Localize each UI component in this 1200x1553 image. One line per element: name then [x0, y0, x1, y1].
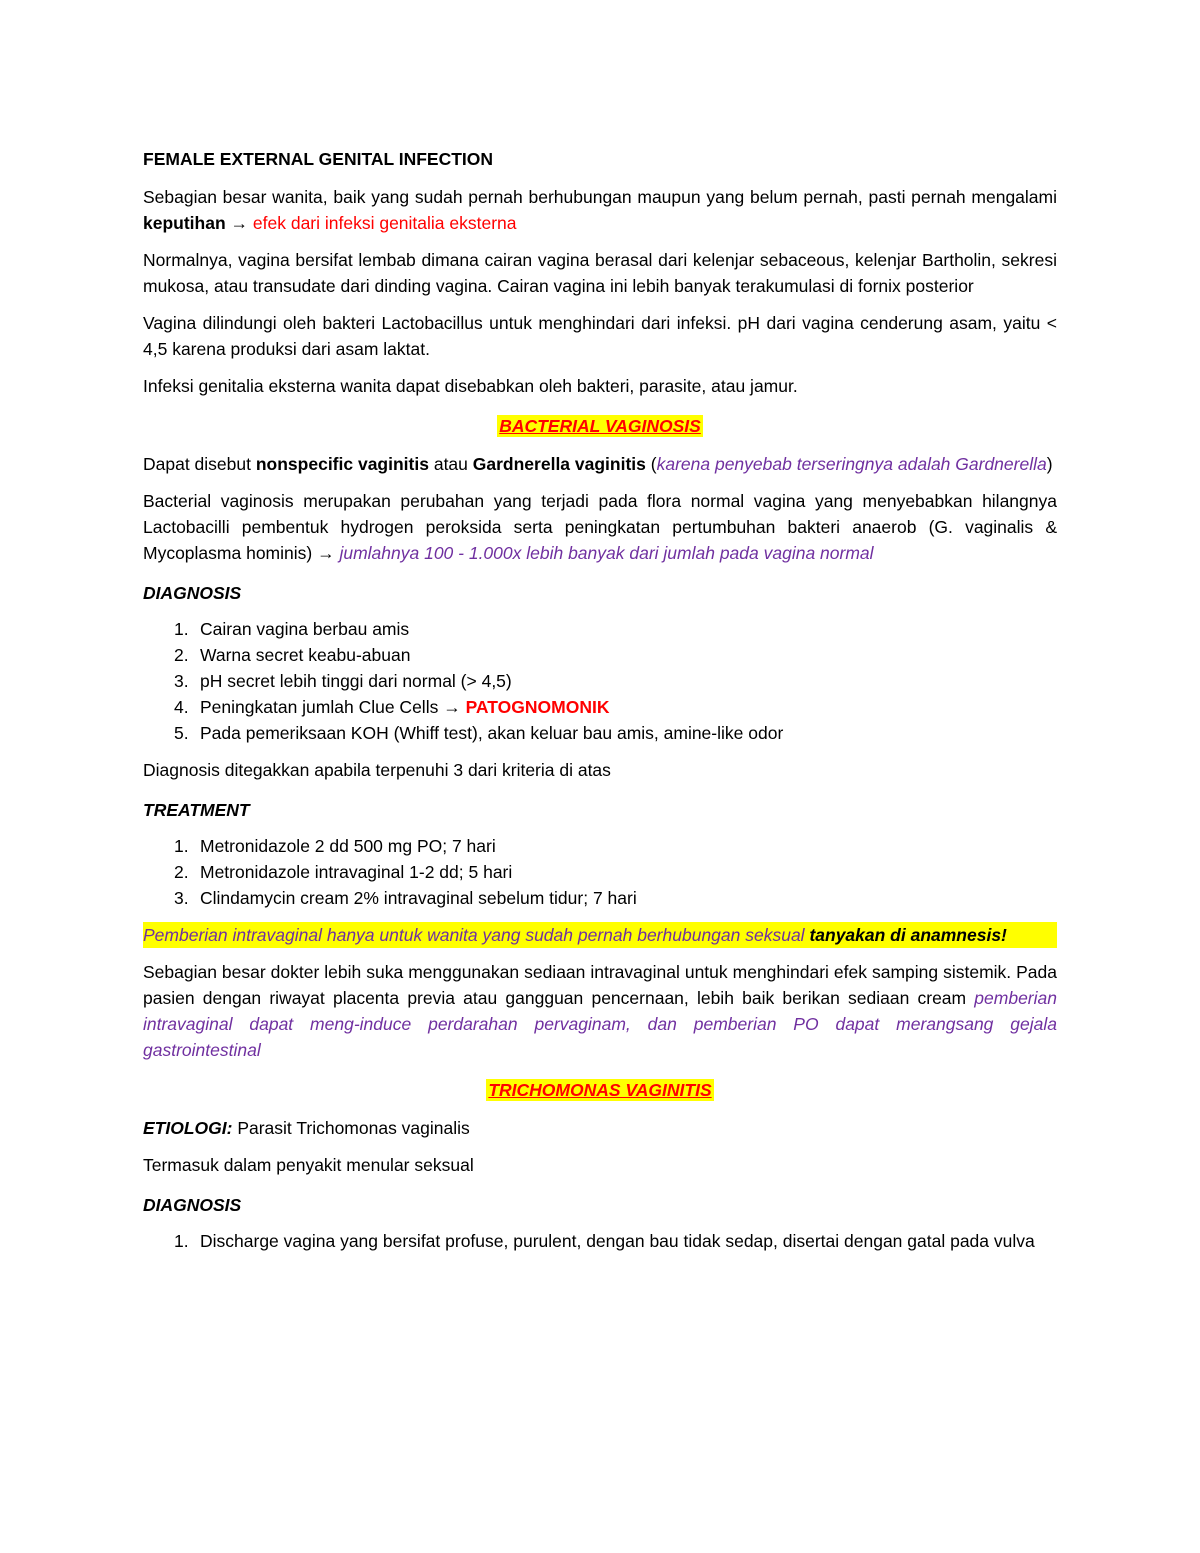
tv-diagnosis-heading: DIAGNOSIS [143, 1195, 242, 1215]
bv-intro-paragraph [143, 451, 1057, 477]
bv-term-nonspecific: nonspecific vaginitis [255, 454, 429, 474]
bv-treatment-list [143, 833, 1057, 911]
causes-paragraph: Infeksi genitalia eksterna wanita dapat disebabkan oleh bakteri, parasite, atau jamur. [143, 376, 798, 396]
bv-description-paragraph [143, 488, 1057, 566]
bv-term-gardnerella: Gardnerella vaginitis [472, 454, 646, 474]
normal-vagina-paragraph: Normalnya, vagina bersifat lembab dimana cairan vagina berasal dari kelenjar sebaceous, kelenjar Bartholin, sekresi mukosa, atau transudate dari dinding vagina. Cairan vagina ini lebih banyak terakumulasi di fornix posterior [143, 250, 1057, 296]
bv-closing-text: Sebagian besar dokter lebih suka menggunakan sediaan intravaginal untuk menghindari efek samping sistemik. Pada pasien dengan riwayat placenta previa atau gangguan pencernaan, lebih baik berikan sediaan cream [143, 962, 1057, 1008]
list-number: 5. [174, 723, 189, 743]
list-text: Metronidazole intravaginal 1-2 dd; 5 hari [200, 862, 513, 882]
intravaginal-highlight-note [143, 922, 1057, 948]
highlight-bold-text: tanyakan di anamnesis! [809, 925, 1007, 945]
bv-intro-d: ( [645, 454, 657, 474]
intro-text: Sebagian besar wanita, baik yang sudah pernah berhubungan maupun yang belum pernah, pasti pernah mengalami [143, 187, 1057, 207]
bv-intro-e: ) [1046, 454, 1053, 474]
list-text: Cairan vagina berbau amis [200, 619, 410, 639]
highlight-purple-text: Pemberian intravaginal hanya untuk wanita yang sudah pernah berhubungan seksual [143, 925, 810, 945]
lactobacillus-paragraph: Vagina dilindungi oleh bakteri Lactobacillus untuk menghindari dari infeksi. pH dari vagina cenderung asam, yaitu < 4,5 karena produksi dari asam laktat. [143, 313, 1057, 359]
list-text: Pada pemeriksaan KOH (Whiff test), akan keluar bau amis, amine-like odor [200, 723, 784, 743]
bv-diagnosis-note: Diagnosis ditegakkan apabila terpenuhi 3 dari kriteria di atas [143, 760, 611, 780]
bv-treatment-heading: TREATMENT [143, 800, 250, 820]
tv-diagnosis-list [143, 1228, 1057, 1254]
bv-intro-note: karena penyebab terseringnya adalah Gardnerella [656, 454, 1047, 474]
etiologi-label: ETIOLOGI: [143, 1118, 233, 1138]
list-item [143, 616, 1057, 642]
bv-section-heading [143, 413, 1057, 439]
list-number: 1. [174, 836, 189, 856]
intro-red-note: efek dari infeksi genitalia eksterna [252, 213, 517, 233]
list-text: Metronidazole 2 dd 500 mg PO; 7 hari [200, 836, 496, 856]
bv-intro-c: atau [428, 454, 473, 474]
list-text [200, 694, 1057, 720]
bv-heading-text: BACTERIAL VAGINOSIS [499, 416, 701, 436]
tv-etiologi-paragraph [143, 1115, 1057, 1141]
list-text: Warna secret keabu-abuan [200, 645, 411, 665]
tv-section-heading [143, 1077, 1057, 1103]
bv-intro-a: Dapat disebut [143, 454, 256, 474]
bv-diagnosis-heading: DIAGNOSIS [143, 583, 242, 603]
arrow-symbol: → [225, 213, 253, 233]
list-text: Clindamycin cream 2% intravaginal sebelum tidur; 7 hari [200, 888, 637, 908]
list-item [143, 885, 1057, 911]
list-text: Discharge vagina yang bersifat profuse, purulent, dengan bau tidak sedap, disertai dengan gatal pada vulva [200, 1231, 1035, 1251]
clue-cells-text: Peningkatan jumlah Clue Cells → [200, 697, 466, 717]
tv-heading-text: TRICHOMONAS VAGINITIS [488, 1080, 712, 1100]
page-title: FEMALE EXTERNAL GENITAL INFECTION [143, 149, 494, 169]
intro-paragraph [143, 184, 1057, 236]
list-item [143, 720, 1057, 746]
list-item [143, 1228, 1057, 1254]
tv-note-paragraph: Termasuk dalam penyakit menular seksual [143, 1155, 474, 1175]
bv-description-note: jumlahnya 100 - 1.000x lebih banyak dari jumlah pada vagina normal [339, 543, 874, 563]
bv-closing-note: pemberian intravaginal dapat meng-induce perdarahan pervaginam, dan pemberian PO dapat merangsang gejala gastrointestinal [143, 988, 1057, 1060]
list-number: 3. [174, 671, 189, 691]
list-number: 2. [174, 645, 189, 665]
bv-closing-paragraph [143, 959, 1057, 1063]
list-text: pH secret lebih tinggi dari normal (> 4,5) [200, 671, 512, 691]
list-number: 4. [174, 697, 189, 717]
bv-description-text: Bacterial vaginosis merupakan perubahan yang terjadi pada flora normal vagina yang menyebabkan hilangnya Lactobacilli pembentuk hydrogen peroksida serta peningkatan pertumbuhan bakteri anaerob (G. vaginalis & Mycoplasma hominis) → [143, 491, 1057, 563]
list-item [143, 833, 1057, 859]
list-number: 1. [174, 619, 189, 639]
bv-diagnosis-list [143, 616, 1057, 746]
list-number: 3. [174, 888, 189, 908]
list-number: 2. [174, 862, 189, 882]
list-number: 1. [174, 1231, 189, 1251]
keputihan-term: keputihan [143, 213, 226, 233]
patognomonik-label: PATOGNOMONIK [465, 697, 610, 717]
list-item [143, 694, 1057, 720]
etiologi-text: Parasit Trichomonas vaginalis [232, 1118, 470, 1138]
list-item [143, 642, 1057, 668]
list-item [143, 859, 1057, 885]
list-item [143, 668, 1057, 694]
